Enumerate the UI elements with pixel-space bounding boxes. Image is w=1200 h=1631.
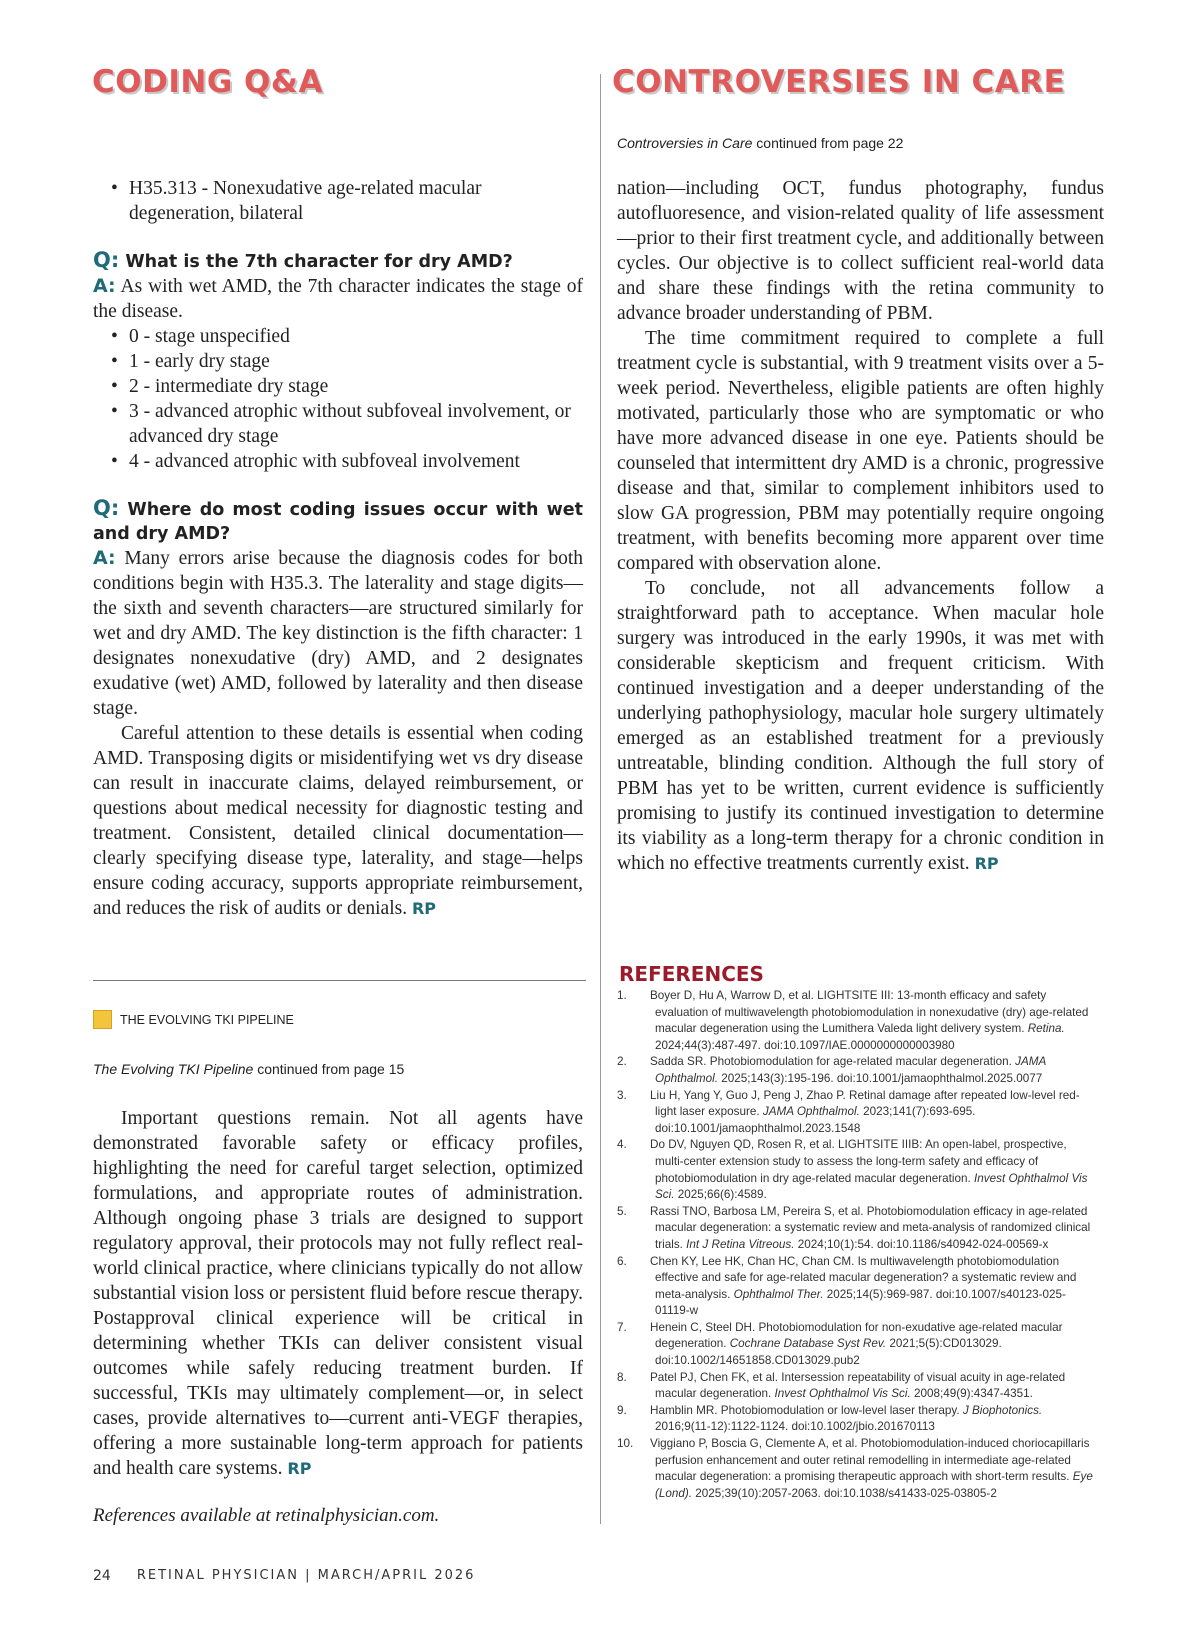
question-1: [93, 248, 583, 274]
a-mark: A:: [93, 547, 116, 569]
reference-number: 7.: [617, 1320, 627, 1334]
reference-details: 2024;10(1):54. doi:10.1186/s40942-024-00569-x: [794, 1237, 1049, 1251]
reference-text: Do DV, Nguyen QD, Rosen R, et al. LIGHTSITE IIIB: An open-label, prospective, multi-center extension study to assess the long-term safety and efficacy of photobiomodulation in dry age-related macular degeneration.: [650, 1138, 1067, 1185]
paragraph-text: Important questions remain. Not all agents have demonstrated favorable safety or efficacy profiles, highlighting the need for careful target selection, optimized formulations, and appropriate routes of administration. Although ongoing phase 3 trials are designed to support regulatory approval, their protocols may not fully reflect real-world clinical practice, where clinicians typically do not allow substantial vision loss or persistent fluid before rescue therapy. Postapproval clinical experience will be critical in determining whether TKIs can deliver consistent visual outcomes while safely reducing treatment burden. If successful, TKIs may ultimately complement—or, in select cases, provide alternatives to—current anti-VEGF therapies, offering a more sustainable long-term approach for patients and health care systems.: [93, 1108, 583, 1479]
section-title-controversies: CONTROVERSIES IN CARE: [612, 64, 1066, 100]
reference-number: 8.: [617, 1370, 627, 1384]
q-mark: Q:: [93, 496, 120, 520]
tki-label-text: THE EVOLVING TKI PIPELINE: [120, 1012, 294, 1027]
reference-item: [617, 1204, 1095, 1254]
reference-journal: Cochrane Database Syst Rev.: [729, 1337, 887, 1351]
controversies-continued-line: [617, 135, 903, 151]
reference-item: [617, 988, 1095, 1054]
reference-item: [617, 1436, 1095, 1502]
paragraph: nation—including OCT, fundus photography, fundus autofluoresence, and vision-related quality of life assessment—prior to their first treatment cycle, and additionally between cycles. Our objective is to collect sufficient real-world data and share these findings with the retina community to advance broader understanding of PBM.: [617, 178, 1104, 324]
reference-details: 2025;39(10):2057-2063. doi:10.1038/s41433-025-03805-2: [692, 1486, 997, 1500]
answer-2-text: Many errors arise because the diagnosis codes for both conditions begin with H35.3. The laterality and stage digits—the sixth and seventh characters—are structured similarly for wet and dry AMD. The key distinction is the fifth character: 1 designates nonexudative (dry) AMD, and 2 designates exudative (wet) AMD, followed by laterality and then disease stage.: [93, 548, 584, 719]
reference-text: Patel PJ, Chen FK, et al. Intersession repeatability of visual acuity in age-related macular degeneration.: [650, 1370, 1066, 1401]
paragraph-text: Careful attention to these details is essential when coding AMD. Transposing digits or misidentifying wet vs dry disease can result in inaccurate claims, delayed reimbursement, or questions about medical necessity for diagnostic testing and treatment. Consistent, detailed clinical documentation—clearly specifying disease type, laterality, and stage—helps ensure coding accuracy, supports appropriate reimbursement, and reduces the risk of audits or denials.: [93, 723, 583, 919]
q-mark: Q:: [93, 248, 120, 272]
list-item: • H35.313 - Nonexudative age-related macular degeneration, bilateral: [93, 176, 583, 226]
reference-number: 3.: [617, 1088, 627, 1102]
reference-item: [617, 1320, 1095, 1370]
reference-number: 9.: [617, 1403, 627, 1417]
reference-journal: Eye (Lond).: [655, 1470, 1093, 1500]
reference-item: [617, 1088, 1095, 1138]
continued-italic: The Evolving TKI Pipeline: [93, 1061, 254, 1077]
reference-journal: Retina.: [1027, 1022, 1065, 1036]
reference-details: 2023;141(7):693-695. doi:10.1001/jamaophthalmol.2023.1548: [655, 1105, 976, 1135]
reference-journal: Int J Retina Vitreous.: [686, 1237, 795, 1251]
list-item: • 0 - stage unspecified: [93, 324, 583, 349]
column-divider: [600, 74, 601, 1524]
reference-text: Boyer D, Hu A, Warrow D, et al. LIGHTSITE III: 13-month efficacy and safety evaluation of multiwavelength photobiomodulation in nonexudative (dry) age-related macular degeneration using the Lumithera Valeda light delivery system.: [650, 989, 1089, 1036]
question-1-text: What is the 7th character for dry AMD?: [125, 252, 513, 272]
references-note: References available at retinalphysician.com.: [93, 1505, 440, 1526]
yellow-square-icon: [93, 1010, 112, 1029]
reference-journal: JAMA Ophthalmol.: [655, 1055, 1046, 1085]
continued-italic: Controversies in Care: [617, 135, 753, 151]
reference-item: [617, 1370, 1095, 1403]
reference-details: 2021;5(5):CD013029. doi:10.1002/14651858.CD013029.pub2: [655, 1337, 1002, 1368]
end-mark: RP: [411, 899, 436, 918]
tki-paragraph: [93, 1106, 583, 1481]
coding-qa-column: [93, 176, 583, 921]
answer-1: [93, 274, 583, 324]
reference-item: [617, 1137, 1095, 1203]
reference-number: 10.: [617, 1437, 634, 1451]
reference-text: Henein C, Steel DH. Photobiomodulation for non-exudative age-related macular degeneration.: [650, 1320, 1063, 1351]
end-mark: RP: [287, 1459, 312, 1478]
answer-2: [93, 546, 583, 721]
reference-details: 2016;9(11-12):1122-1124. doi:10.1002/jbio.201670113: [655, 1420, 935, 1434]
reference-text: Viggiano P, Boscia G, Clemente A, et al. Photobiomodulation-induced choriocapillaris perfusion enhancement and outer retinal remodelling in intermediate age-related macular degeneration: a promising therapeutic approach with short-term results.: [650, 1437, 1090, 1484]
answer-1-text: As with wet AMD, the 7th character indicates the stage of the disease.: [93, 276, 583, 322]
reference-number: 2.: [617, 1055, 627, 1069]
controversies-column: [617, 176, 1104, 876]
continued-rest: continued from page 15: [253, 1061, 405, 1077]
reference-item: [617, 1403, 1095, 1436]
question-2-text: Where do most coding issues occur with wet and dry AMD?: [93, 500, 583, 544]
reference-journal: Ophthalmol Ther.: [733, 1287, 824, 1301]
tki-column: [93, 1106, 583, 1481]
reference-details: 2008;49(9):4347-4351.: [910, 1387, 1033, 1401]
reference-journal: Invest Ophthalmol Vis Sci.: [774, 1387, 911, 1401]
references-heading: REFERENCES: [619, 962, 764, 986]
reference-details: 2025;66(6):4589.: [674, 1188, 767, 1202]
stage-bullet-list: [93, 324, 583, 474]
list-item: • 3 - advanced atrophic without subfoveal involvement, or advanced dry stage: [93, 399, 583, 449]
reference-list: [617, 988, 1095, 1502]
reference-item: [617, 1254, 1095, 1320]
a-mark: A:: [93, 275, 116, 297]
reference-journal: JAMA Ophthalmol.: [762, 1105, 860, 1119]
tki-section-label: [93, 1010, 294, 1029]
intro-bullet-list: [93, 176, 583, 226]
publication-name: RETINAL PHYSICIAN | MARCH/APRIL 2026: [136, 1568, 476, 1583]
paragraph: The time commitment required to complete a full treatment cycle is substantial, with 9 treatment visits over a 5-week period. Nevertheless, eligible patients are often highly motivated, particularly those who are symptomatic or who have more advanced disease in one eye. Patients should be counseled that intermittent dry AMD is a chronic, progressive disease and that, similar to complement inhibitors used to slow GA progression, PBM may potentially require ongoing treatment, with benefits becoming more apparent over time compared with observation alone.: [617, 328, 1104, 574]
list-item: • 1 - early dry stage: [93, 349, 583, 374]
question-2: [93, 496, 583, 546]
page-number: 24: [93, 1568, 111, 1584]
paragraph-text: To conclude, not all advancements follow a straightforward path to acceptance. When macular hole surgery was introduced in the early 1990s, it was met with considerable skepticism and frequent criticism. With continued investigation and a deeper understanding of the underlying pathophysiology, macular hole surgery ultimately emerged as an established treatment for a previously untreatable, blinding condition. Although the full story of PBM has yet to be written, current evidence is sufficiently promising to justify its continued investigation to determine its viability as a long-term therapy for a chronic condition in which no effective treatments currently exist.: [617, 578, 1104, 874]
reference-text: Sadda SR. Photobiomodulation for age-related macular degeneration.: [650, 1055, 1016, 1069]
reference-number: 6.: [617, 1254, 627, 1268]
reference-number: 5.: [617, 1204, 627, 1218]
answer-2-paragraph: [93, 721, 583, 921]
reference-text: Rassi TNO, Barbosa LM, Pereira S, et al. Photobiomodulation efficacy in age-related macular degeneration: a systematic review and meta-analysis of randomized clinical trials.: [650, 1204, 1091, 1251]
list-item: • 2 - intermediate dry stage: [93, 374, 583, 399]
reference-details: 2024;44(3):487-497. doi:10.1097/IAE.0000000000003980: [655, 1038, 955, 1052]
section-title-coding-qa: CODING Q&A: [92, 64, 323, 100]
reference-number: 4.: [617, 1138, 627, 1152]
reference-journal: Invest Ophthalmol Vis Sci.: [655, 1171, 1088, 1202]
reference-item: [617, 1054, 1095, 1087]
reference-text: Chen KY, Lee HK, Chan HC, Chan CM. Is multiwavelength photobiomodulation effective and safe for age-related macular degeneration? a systematic review and meta-analysis.: [650, 1254, 1077, 1301]
continued-rest: continued from page 22: [752, 135, 904, 151]
reference-text: Hamblin MR. Photobiomodulation or low-level laser therapy.: [650, 1403, 963, 1417]
tki-continued-line: [93, 1061, 404, 1077]
end-mark: RP: [974, 854, 999, 873]
page-footer: [93, 1568, 475, 1584]
reference-number: 1.: [617, 989, 627, 1002]
reference-details: 2025;143(3):195-196. doi:10.1001/jamaophthalmol.2025.0077: [718, 1071, 1043, 1085]
list-item: • 4 - advanced atrophic with subfoveal involvement: [93, 449, 583, 474]
reference-text: Liu H, Yang Y, Guo J, Peng J, Zhao P. Retinal damage after repeated low-level red-light laser exposure.: [650, 1088, 1080, 1119]
paragraph: [617, 576, 1104, 876]
reference-journal: J Biophotonics.: [962, 1403, 1043, 1417]
reference-details: 2025;14(5):969-987. doi:10.1007/s40123-025-01119-w: [655, 1287, 1066, 1318]
section-rule: [93, 980, 586, 981]
